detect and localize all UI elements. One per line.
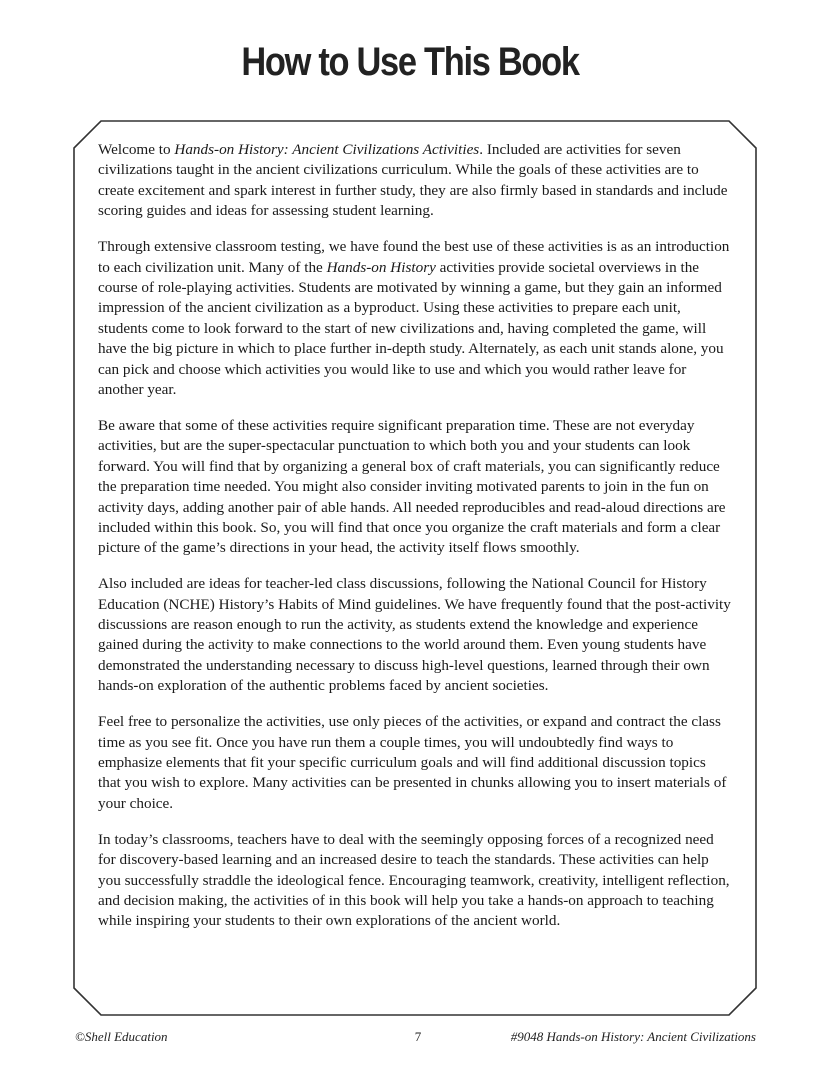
paragraph-2: Through extensive classroom testing, we have found the best use of these activities is as an introduction to each civilization unit. Many of the Hands-on History activities provide societal overviews in the course of role-playing activities. Students are motivated by winning a game, but they gain an informed impression of the ancient civilization as a byproduct. Using these activities to prepare each unit, students come to look forward to the start of new civilizations and, having completed the game, will have the big picture in which to place further in-depth study. Alternately, as each unit stands alone, you can pick and choose which activities you would like to use and which you would rather leave for another year. — [98, 238, 730, 398]
page-number: 7 — [414, 1029, 422, 1044]
paragraph-3: Be aware that some of these activities require significant preparation time. These are not everyday activities, but are the super-spectacular punctuation to which both you and your students can look forward. You will find that by organizing a general box of craft materials, you can significantly reduce the preparation time needed. You might also consider inviting motivated parents to join in the fun on activity days, adding another pair of able hands. All needed reproducibles and read-aloud directions are included within this book. So, you will find that once you organize the craft materials and form a clear picture of the game’s directions in your head, the activity itself flows smoothly. — [98, 416, 726, 557]
paragraph-6: In today’s classrooms, teachers have to deal with the seemingly opposing forces of a recognized need for discovery-based learning and an increased desire to teach the standards. These activities can help you successfully straddle the ideological fence. Encouraging teamwork, creativity, intelligent reflection, and decision making, the activities of in this book will help you take a hands-on approach to teaching while inspiring your students to their own explorations of the ancient world. — [98, 830, 730, 930]
paragraph-5: Feel free to personalize the activities, use only pieces of the activities, or expand and contract the class time as you see fit. Once you have run them a couple times, you will undoubtedly find ways to emphasize elements that fit your specific curriculum goals and will find additional discussion topics that you wish to explore. Many activities can be presented in chunks allowing you to insert materials of your choice. — [98, 713, 727, 812]
paragraph-1: Welcome to Hands-on History: Ancient Civilizations Activities. Included are activities for seven civilizations taught in the ancient civilizations curriculum. While the goals of these activities are to create excitement and spark interest in further study, they are also firmly based in standards and include scoring guides and ideas for assessing student learning. — [98, 141, 728, 220]
page-title: How to Use This Book — [241, 40, 579, 84]
footer-publisher: ©Shell Education — [75, 1029, 168, 1044]
footer-book-title: #9048 Hands-on History: Ancient Civilizations — [510, 1029, 756, 1044]
paragraph-4: Also included are ideas for teacher-led class discussions, following the National Council for History Education (NCHE) History’s Habits of Mind guidelines. We have frequently found that the post-activity discussions are reason enough to run the activity, as students extend the knowledge and experience gained during the activity to make connections to the world around them. Even young students have demonstrated the understanding necessary to discuss high-level questions, learned through their own hands-on exploration of the authentic problems faced by ancient societies. — [98, 575, 731, 695]
body-text — [98, 140, 732, 947]
